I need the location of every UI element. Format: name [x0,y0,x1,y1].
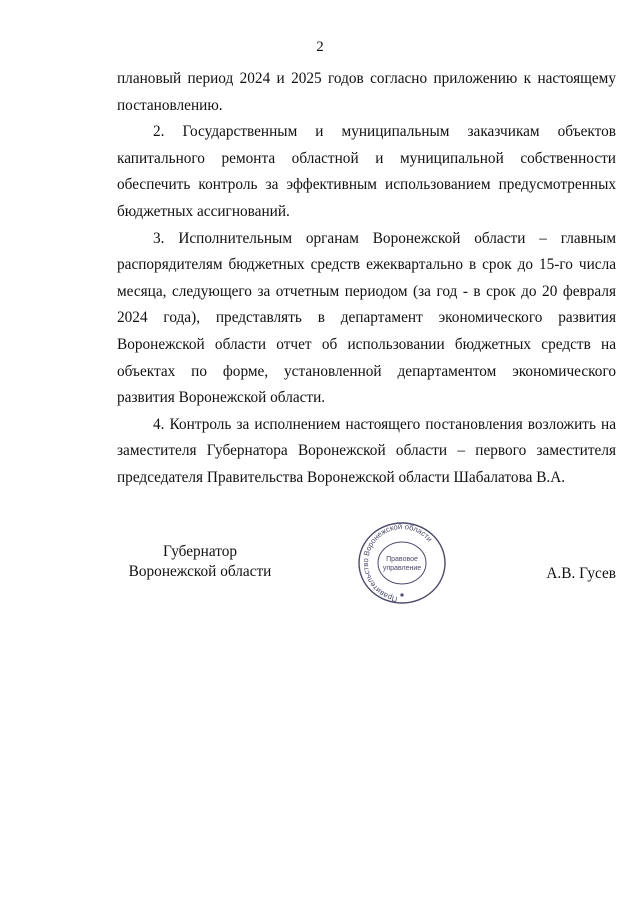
document-body [117,66,616,492]
stamp-inner-line2: управление [382,565,422,572]
signatory-position-line1: Губернатор [162,543,238,560]
paragraph-item-3: 3. Исполнительным органам Воронежской области – главным распорядителям бюджетных средств ежеквартально в срок до 15-го числа месяца, следующего за отчетным периодом (за год - в срок до 20 февраля 2024 года), представлять в департамент экономического развития Воронежской области отчет об использовании бюджетных средств на объектах по форме, установленной департаментом экономического развития Воронежской области. [117,229,616,407]
paragraph-item-4: 4. Контроль за исполнением настоящего постановления возложить на заместителя Губернатора Воронежской области – первого заместителя председателя Правительства Воронежской области Шабалатова В.А. [117,415,616,486]
stamp-outer-text: Правительство Воронежской области [360,521,435,604]
paragraph-item-2: 2. Государственным и муниципальным заказчикам объектов капитального ремонта областной и муниципальной собственности обеспечить контроль за эффективным использованием предусмотренных бюджетных ассигнований. [117,123,616,220]
signatory-position-line2: Воронежской области [128,563,272,580]
stamp-seal-icon [352,517,452,605]
official-stamp [352,517,452,605]
stamp-outer-ring [359,523,445,603]
stamp-inner-ring [378,542,426,584]
page-number: 2 [316,39,324,55]
signatory-position [100,542,300,582]
stamp-star-mark [400,593,403,596]
signatory-name: А.В. Гусев [546,565,616,582]
paragraph-continuation: плановый период 2024 и 2025 годов согласно приложению к настоящему постановлению. [117,70,616,114]
stamp-inner-line1: Правовое [386,556,418,563]
